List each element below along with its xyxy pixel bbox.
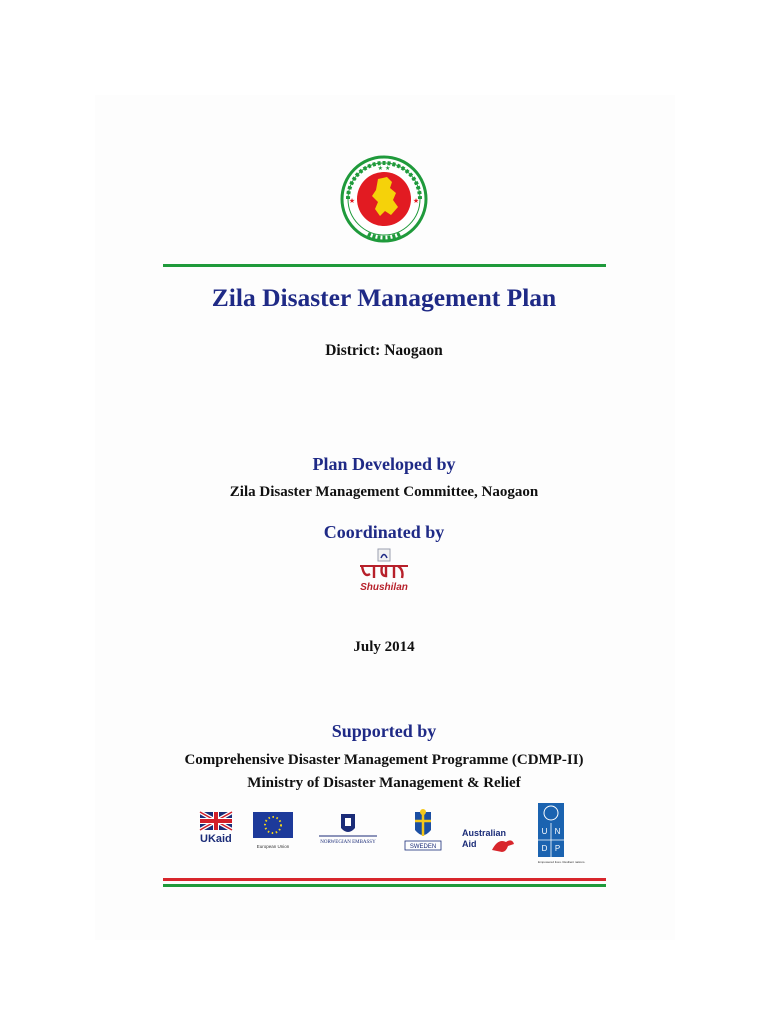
government-emblem-icon	[340, 155, 428, 243]
shushilan-logo-icon	[354, 548, 414, 594]
svg-text:★: ★	[348, 197, 356, 205]
svg-text:D: D	[541, 844, 548, 853]
ukaid-logo	[200, 812, 234, 852]
sweden-crest-icon	[403, 808, 443, 852]
undp-icon	[538, 803, 586, 867]
top-divider	[163, 264, 606, 267]
svg-text:Shushilan: Shushilan	[360, 582, 408, 593]
uk-flag-icon	[200, 812, 234, 852]
supporter-line-1: Comprehensive Disaster Management Programme (CDMP-II)	[184, 752, 584, 768]
svg-text:NORWEGIAN EMBASSY: NORWEGIAN EMBASSY	[320, 840, 376, 845]
svg-text:European Union: European Union	[256, 844, 290, 849]
publication-date: July 2014	[353, 639, 415, 655]
sweden-logo	[403, 808, 443, 852]
kangaroo-icon	[462, 826, 522, 866]
eu-logo	[253, 812, 295, 852]
bottom-divider-red	[163, 878, 606, 881]
supported-heading: Supported by	[331, 721, 437, 741]
svg-text:Aid: Aid	[462, 839, 477, 849]
undp-logo	[538, 803, 586, 867]
eu-flag-icon	[253, 812, 295, 852]
norwegian-embassy-logo	[315, 812, 381, 852]
svg-text:Empowered lives. Resilient nat: Empowered lives. Resilient nations.	[538, 860, 586, 864]
committee-name: Zila Disaster Management Committee, Naogaon	[229, 484, 539, 500]
coordinated-heading: Coordinated by	[323, 522, 445, 542]
plan-developed-heading: Plan Developed by	[312, 454, 456, 474]
svg-text:Australian: Australian	[462, 828, 507, 838]
bottom-divider-green	[163, 884, 606, 887]
svg-text:N: N	[554, 827, 561, 836]
svg-text:★ ★: ★ ★	[377, 165, 391, 172]
australian-aid-logo	[462, 826, 522, 870]
svg-text:UKaid: UKaid	[200, 833, 232, 845]
shushilan-logo	[354, 548, 414, 594]
district-label: District: Naogaon	[325, 342, 443, 359]
svg-text:P: P	[554, 844, 561, 853]
supporter-line-2: Ministry of Disaster Management & Relief	[247, 775, 521, 791]
norway-crest-icon	[315, 812, 381, 852]
document-title: Zila Disaster Management Plan	[211, 283, 557, 312]
svg-text:SWEDEN: SWEDEN	[409, 844, 437, 850]
svg-text:U: U	[541, 827, 548, 836]
svg-text:★: ★	[412, 197, 420, 205]
